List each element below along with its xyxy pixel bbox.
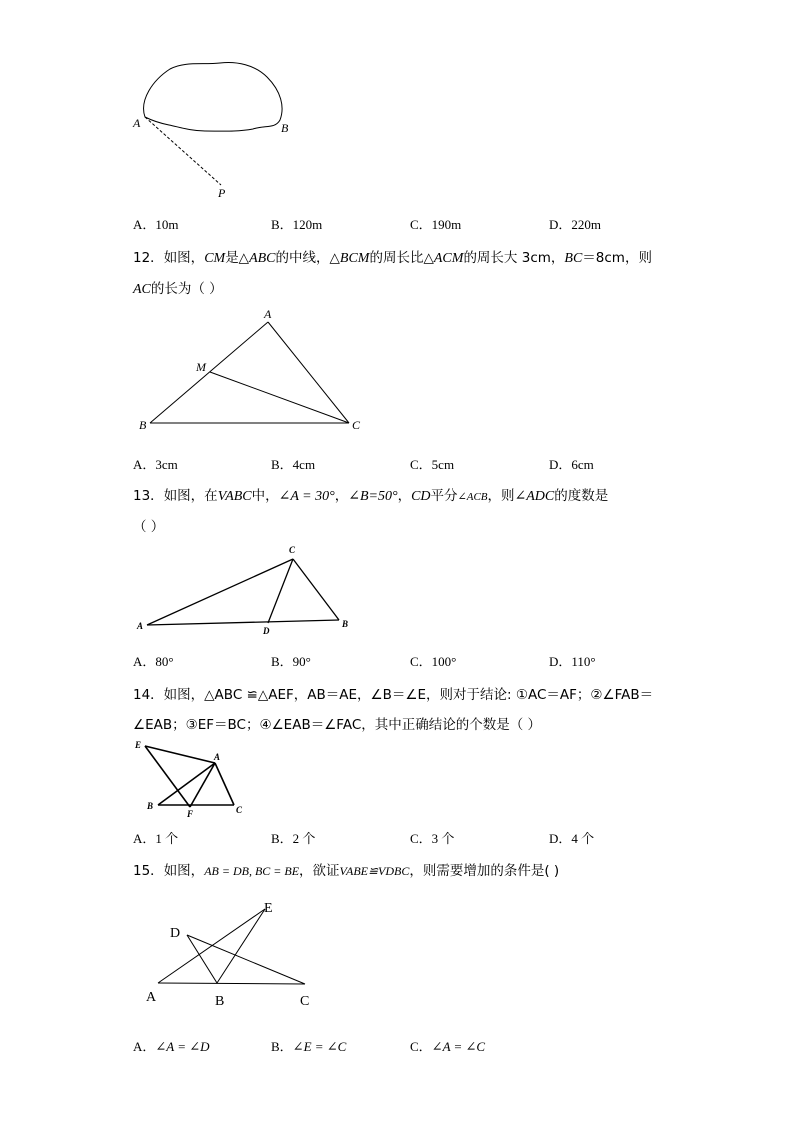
side-db xyxy=(187,935,217,983)
q13-stem-line1: 13．如图，在VABC中，∠A = 30°，∠B=50°，CD平分∠ACB，则∠ADC的度数是 xyxy=(133,488,609,504)
q14-option-d[interactable]: D．4 个 xyxy=(549,831,595,846)
q11-option-c[interactable]: C．190m xyxy=(410,217,462,232)
q15-option-b[interactable]: B．∠E = ∠C xyxy=(271,1039,347,1054)
label-b: B xyxy=(281,121,289,135)
label-m: M xyxy=(196,360,206,374)
q11-option-a[interactable]: A．10m xyxy=(133,217,179,232)
label-a: A xyxy=(137,621,144,631)
side-cb xyxy=(293,559,339,620)
q12-option-c[interactable]: C．5cm xyxy=(410,457,455,472)
q12-stem-line1: 12．如图，CM是△ABC的中线，△BCM的周长比△ACM的周长大 3cm，BC＝8cm，则 xyxy=(133,250,652,266)
q11-option-d[interactable]: D．220m xyxy=(549,217,602,232)
side-dc xyxy=(187,935,305,984)
q14-option-a[interactable]: A．1 个 xyxy=(133,831,179,846)
label-a: A xyxy=(146,990,157,1005)
label-b: B xyxy=(342,619,349,629)
q14-stem-line2: ∠EAB；③EF＝BC；④∠EAB＝∠FAC，其中正确结论的个数是（ ） xyxy=(133,717,542,733)
q12-option-d[interactable]: D．6cm xyxy=(549,457,594,472)
q12-figure xyxy=(135,305,375,440)
q12-option-a[interactable]: A．3cm xyxy=(133,457,178,472)
label-e: E xyxy=(264,901,273,916)
q15-figure xyxy=(140,895,330,1015)
q14-figure xyxy=(133,737,253,822)
label-c: C xyxy=(236,805,243,815)
pond-outline xyxy=(144,63,282,132)
label-b: B xyxy=(147,801,154,811)
label-c: C xyxy=(289,545,296,555)
label-a: A xyxy=(133,116,141,130)
label-b: B xyxy=(139,418,147,432)
label-e: E xyxy=(135,740,142,750)
q11-option-b[interactable]: B．120m xyxy=(271,217,323,232)
label-d: D xyxy=(263,626,270,636)
label-c: C xyxy=(352,418,361,432)
q13-option-a[interactable]: A．80° xyxy=(133,654,174,669)
q14-option-b[interactable]: B．2 个 xyxy=(271,831,316,846)
q11-figure xyxy=(125,55,305,205)
side-ab xyxy=(158,763,215,805)
label-b: B xyxy=(215,994,225,1009)
q13-option-b[interactable]: B．90° xyxy=(271,654,311,669)
side-ab xyxy=(150,322,268,423)
label-p: P xyxy=(218,186,226,200)
side-be xyxy=(217,909,265,983)
q12-stem-line2: AC的长为（ ） xyxy=(133,281,223,297)
label-f: F xyxy=(187,809,194,819)
label-d: D xyxy=(170,926,181,941)
dashed-line-ap xyxy=(145,117,221,185)
q13-option-d[interactable]: D．110° xyxy=(549,654,596,669)
q12-option-b[interactable]: B．4cm xyxy=(271,457,316,472)
q13-option-c[interactable]: C．100° xyxy=(410,654,457,669)
label-a: A xyxy=(214,752,221,762)
side-ac xyxy=(215,763,234,805)
label-c: C xyxy=(300,994,310,1009)
side-ae xyxy=(158,909,265,983)
side-ab xyxy=(158,983,305,984)
label-a: A xyxy=(264,307,272,321)
q13-stem-line2: （ ） xyxy=(133,519,165,535)
q15-option-a[interactable]: A．∠A = ∠D xyxy=(133,1039,210,1054)
q13-figure xyxy=(135,543,365,643)
q15-stem: 15．如图，AB = DB, BC = BE，欲证VABE≌VDBC，则需要增加的条件是( ) xyxy=(133,863,560,879)
q14-option-c[interactable]: C．3 个 xyxy=(410,831,455,846)
side-ab xyxy=(147,620,339,625)
side-af xyxy=(190,763,215,807)
q15-option-c[interactable]: C．∠A = ∠C xyxy=(410,1039,486,1054)
q14-stem-line1: 14．如图，△ABC ≌△AEF，AB＝AE，∠B＝∠E，则对于结论: ①AC＝AF；②∠FAB＝ xyxy=(133,687,654,703)
